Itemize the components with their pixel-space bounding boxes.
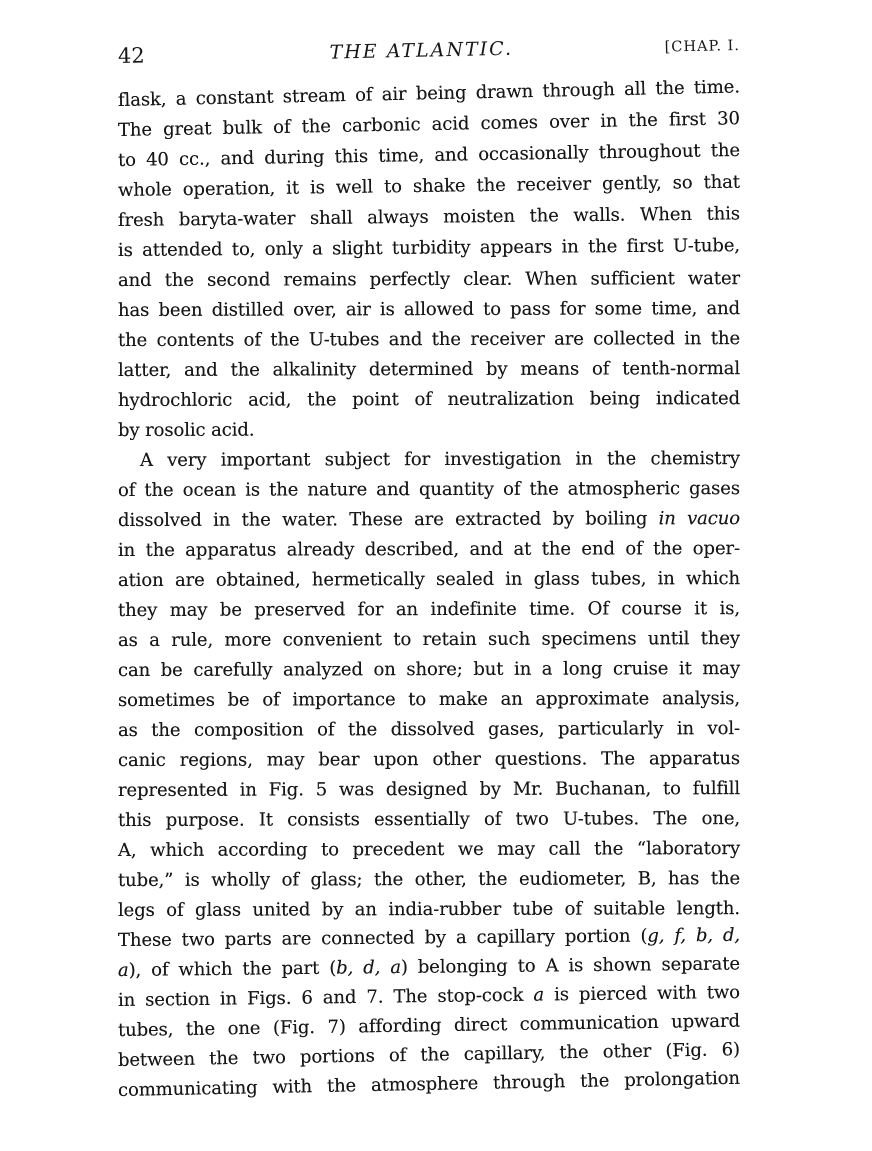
text-run: ) belonging to A is shown separate bbox=[400, 953, 741, 978]
text-line bbox=[118, 594, 740, 626]
text-line bbox=[118, 744, 740, 776]
text-line bbox=[118, 864, 740, 896]
text-run: tubes, the one (Fig. 7) affording direct communication upward bbox=[117, 1010, 741, 1041]
running-title: THE ATLANTIC. bbox=[329, 37, 514, 64]
italic-text-run: a bbox=[117, 959, 129, 981]
text-run: tube,” is wholly of glass; the other, the eudiometer, B, has the bbox=[117, 868, 741, 891]
text-line bbox=[118, 564, 740, 596]
text-run: of the ocean is the nature and quantity of the atmospheric gases bbox=[117, 478, 741, 501]
text-run: sometimes be of importance to make an approximate analysis, bbox=[117, 688, 741, 711]
text-run: has been distilled over, air is allowed to pass for some time, and bbox=[117, 298, 741, 321]
text-line bbox=[118, 231, 740, 266]
text-line bbox=[118, 684, 740, 716]
text-line bbox=[118, 199, 740, 236]
page-body bbox=[117, 76, 741, 1106]
text-run: A, which according to precedent we may call the “laboratory bbox=[117, 838, 741, 861]
italic-text-run: in vacuo bbox=[658, 508, 741, 530]
text-run: canic regions, may bear upon other questions. The apparatus bbox=[117, 748, 741, 771]
text-run: represented in Fig. 5 was designed by Mr. Buchanan, to fulfill bbox=[117, 778, 741, 801]
text-line bbox=[118, 354, 740, 386]
text-run: by rosolic acid. bbox=[117, 419, 255, 441]
italic-text-run: b, d, a bbox=[336, 956, 402, 979]
text-run: legs of glass united by an india-rubber tube of suitable length. bbox=[117, 898, 741, 921]
text-line bbox=[118, 504, 740, 536]
page-number: 42 bbox=[117, 43, 145, 68]
text-run: and the second remains perfectly clear. When sufficient water bbox=[117, 268, 741, 291]
chapter-label: [CHAP. I. bbox=[664, 37, 741, 56]
text-run: they may be preserved for an indefinite time. Of course it is, bbox=[117, 598, 741, 621]
text-run: fresh baryta-water shall always moisten the walls. When this bbox=[117, 203, 741, 231]
text-run: as a rule, more convenient to retain such specimens until they bbox=[117, 628, 741, 651]
text-run: hydrochloric acid, the point of neutralization being indicated bbox=[117, 388, 741, 411]
text-run: flask, a constant stream of air being drawn through all the time. bbox=[117, 76, 741, 111]
text-line bbox=[118, 834, 740, 866]
text-line bbox=[118, 384, 740, 416]
text-run: is attended to, only a slight turbidity appears in the first U-tube, bbox=[117, 235, 741, 261]
text-line bbox=[118, 624, 740, 656]
text-line bbox=[118, 804, 740, 836]
text-run: this purpose. It consists essentially of two U-tubes. The one, bbox=[117, 808, 741, 831]
text-line bbox=[118, 414, 740, 446]
text-run: is pierced with two bbox=[543, 981, 741, 1006]
text-line bbox=[118, 294, 740, 326]
text-line bbox=[118, 324, 740, 356]
text-run: in the apparatus already described, and at the end of the oper- bbox=[117, 538, 741, 561]
text-run: the contents of the U-tubes and the receiver are collected in the bbox=[117, 328, 741, 351]
text-run: latter, and the alkalinity determined by means of tenth-normal bbox=[117, 358, 741, 381]
text-line bbox=[118, 444, 740, 476]
text-run: ation are obtained, hermetically sealed in glass tubes, in which bbox=[117, 568, 741, 591]
italic-text-run: a bbox=[533, 984, 545, 1006]
text-run: in section in Figs. 6 and 7. The stop-cock bbox=[117, 984, 534, 1011]
text-run: to 40 cc., and during this time, and occasionally throughout the bbox=[117, 139, 741, 171]
text-run: can be carefully analyzed on shore; but in a long cruise it may bbox=[117, 658, 741, 681]
text-run: communicating with the atmosphere through the prolongation bbox=[117, 1067, 741, 1101]
text-run: as the composition of the dissolved gases, particularly in vol- bbox=[117, 718, 741, 741]
italic-text-run: g, f, b, d, bbox=[647, 924, 741, 947]
text-run: These two parts are connected by a capillary portion ( bbox=[117, 925, 648, 951]
text-run: whole operation, it is well to shake the receiver gently, so that bbox=[117, 171, 741, 201]
text-line bbox=[118, 774, 740, 806]
text-line bbox=[118, 264, 740, 296]
text-run: dissolved in the water. These are extracted by boiling bbox=[117, 508, 659, 531]
text-line bbox=[118, 714, 740, 746]
text-run: The great bulk of the carbonic acid comes over in the first 30 bbox=[117, 108, 741, 141]
text-run: between the two portions of the capillary, the other (Fig. 6) bbox=[117, 1039, 741, 1071]
running-header bbox=[118, 31, 740, 68]
text-line bbox=[118, 654, 740, 686]
text-run: A very important subject for investigation in the chemistry bbox=[139, 448, 741, 471]
text-run: ), of which the part ( bbox=[128, 957, 337, 981]
text-line bbox=[118, 474, 740, 506]
text-line bbox=[118, 534, 740, 566]
